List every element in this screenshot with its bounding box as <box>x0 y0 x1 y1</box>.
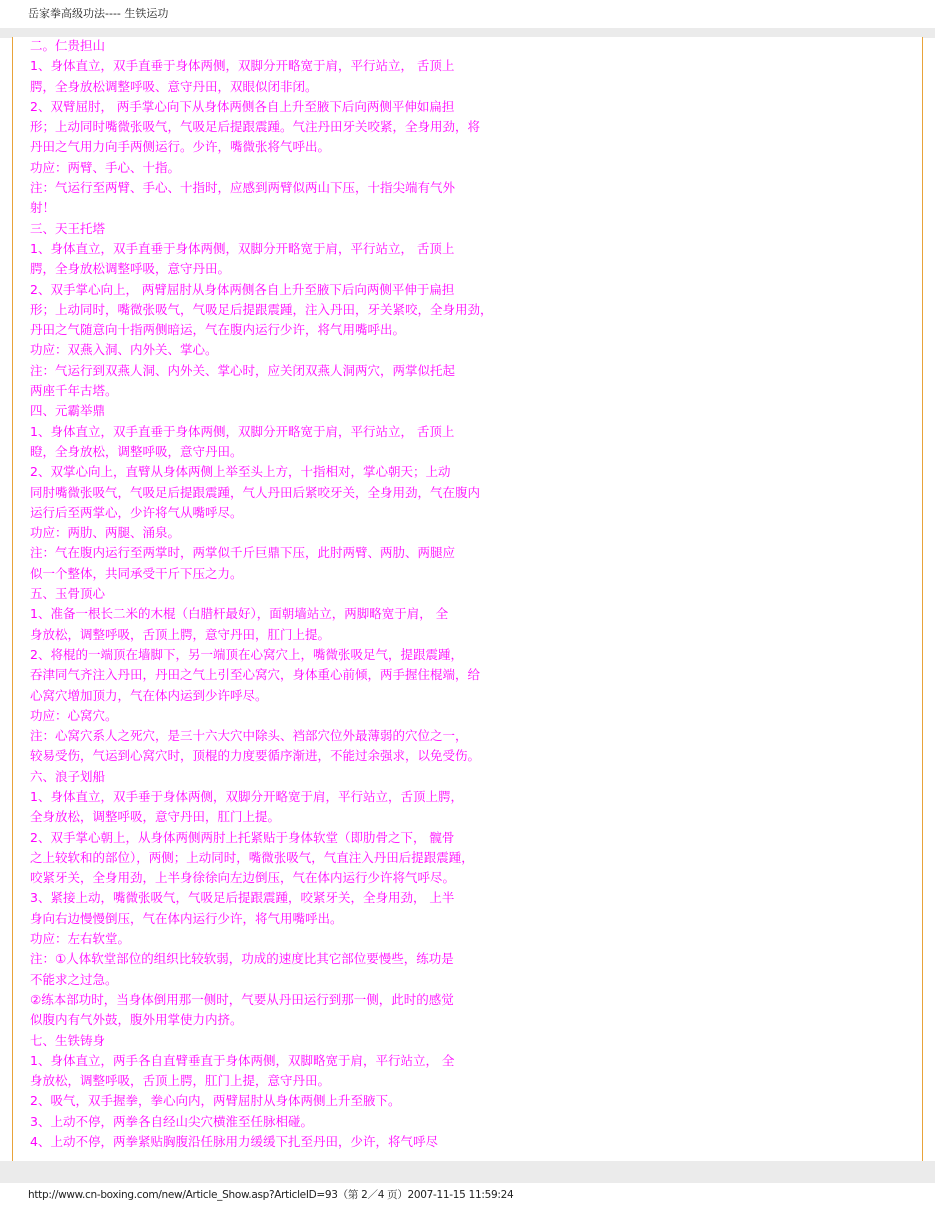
article-line: 2、将棍的一端顶在墙脚下，另一端顶在心窝穴上，嘴微张吸足气，提跟震踵， <box>30 646 463 662</box>
article-line: 六、浪子划船 <box>30 768 106 784</box>
article-line: 2、双手掌心向上， 两臂屈肘从身体两侧各自上升至腋下后向两侧平伸于扁担 <box>30 281 455 297</box>
article-line: 1、准备一根长二米的木棍（白腊杆最好），面朝墙站立，两脚略宽于肩， 全 <box>30 606 449 622</box>
article-line: 1、身体直立，双手直垂于身体两侧，双脚分开略宽于肩，平行站立， 舌顶上 <box>30 58 455 74</box>
article-line: 两座千年古塔。 <box>30 383 118 399</box>
article-line: 注：气运行至两臂、手心、十指时，应感到两臂似两山下压，十指尖端有气外 <box>30 180 456 196</box>
article-line: 3、上动不停，两拳各自经山尖穴横淮至任脉相碰。 <box>30 1113 313 1129</box>
article-body <box>30 36 910 1152</box>
article-line: 七、生铁铸身 <box>30 1032 106 1048</box>
article-line: 咬紧牙关，全身用劲，上半身徐徐向左边倒压，气在体内运行少许将气呼尽。 <box>30 870 456 886</box>
article-line: 功应：两臂、手心、十指。 <box>30 159 181 175</box>
article-line: 四、元霸举鼎 <box>30 403 106 419</box>
article-line: 2、吸气，双手握拳，拳心向内，两臂屈肘从身体两侧上升至腋下。 <box>30 1093 401 1109</box>
article-line: 心窝穴增加顶力，气在体内运到少许呼尽。 <box>30 687 268 703</box>
article-line: 身向右边慢慢倒压，气在体内运行少许，将气用嘴呼出。 <box>30 910 343 926</box>
article-line: 注：心窝穴系人之死穴，是三十六大穴中除头、裆部穴位外最薄弱的穴位之一， <box>30 728 468 744</box>
page-footer-url: http://www.cn-boxing.com/new/Article_Show.asp?ArticleID=93（第 2／4 页）2007-11-15 11:59:24 <box>28 1189 514 1201</box>
article-line: 之上较软和的部位），两侧；上动同时，嘴微张吸气，气直注入丹田后提跟震踵， <box>30 849 474 865</box>
article-line: 二。仁贵担山 <box>30 38 106 53</box>
article-line: 2、双手掌心朝上，从身体两侧两肘上托紧贴于身体软堂（即肋骨之下， 髋骨 <box>30 829 455 845</box>
article-line: 4、上动不停，两拳紧贴胸腹沿任脉用力缓缓下扎至丹田，少许，将气呼尽 <box>30 1134 438 1150</box>
article-line: 丹田之气随意向十指两侧暗运，气在腹内运行少许，将气用嘴呼出。 <box>30 322 406 338</box>
article-line: 注：气运行到双燕人洞、内外关、掌心时，应关闭双燕人洞两穴，两掌似托起 <box>30 362 456 378</box>
article-line: 三、天王托塔 <box>30 220 106 236</box>
article-line: 形；上动同时嘴微张吸气，气吸足后提跟震踵。气注丹田牙关咬紧，全身用劲，将 <box>30 119 481 135</box>
article-line: 身放松，调整呼吸，舌顶上腭，意守丹田，肛门上提。 <box>30 626 331 642</box>
article-line: 腭，全身放松调整呼吸、意守丹田，双眼似闭非闭。 <box>30 78 318 94</box>
article-line: 形；上动同时，嘴微张吸气，气吸足后提跟震踵，注入丹田，牙关紧咬，全身用劲， <box>30 301 493 317</box>
article-line: 身放松，调整呼吸，舌顶上腭，肛门上提，意守丹田。 <box>30 1073 331 1089</box>
article-line: 同肘嘴微张吸气，气吸足后提跟震踵，气人丹田后紧咬牙关，全身用劲，气在腹内 <box>30 484 481 500</box>
article-line: 腭，全身放松调整呼吸，意守丹田。 <box>30 261 231 277</box>
bottom-divider-band <box>0 1161 935 1183</box>
article-line: 功应：左右软堂。 <box>30 931 131 947</box>
article-line: 1、身体直立，两手各自直臂垂直于身体两侧，双脚略宽于肩，平行站立， 全 <box>30 1052 455 1068</box>
article-line: 1、身体直立，双手直垂于身体两侧，双脚分开略宽于肩，平行站立， 舌顶上 <box>30 240 455 256</box>
article-line: 较易受伤，气运到心窝穴时，顶棍的力度要循序渐进，不能过余强求，以免受伤。 <box>30 748 481 764</box>
article-line: 五、玉骨顶心 <box>30 586 106 602</box>
article-line: 射！ <box>30 200 56 216</box>
article-line: 瞪，全身放松，调整呼吸，意守丹田。 <box>30 443 243 459</box>
article-line: ②练本部功时，当身体倒用那一侧时，气要从丹田运行到那一侧，此时的感觉 <box>30 991 454 1007</box>
article-line: 运行后至两掌心，少许将气从嘴呼尽。 <box>30 504 243 520</box>
article-line: 不能求之过急。 <box>30 971 118 987</box>
article-line: 2、双掌心向上，直臂从身体两侧上举至头上方，十指相对，掌心朝天；上动 <box>30 464 451 480</box>
article-line: 吞津同气齐注入丹田，丹田之气上引至心窝穴，身体重心前倾，两手握住棍端，给 <box>30 667 481 683</box>
article-line: 功应：两肋、两腿、涌泉。 <box>30 525 181 541</box>
article-line: 注：气在腹内运行至两掌时，两掌似千斤巨鼎下压，此肘两臂、两肋、两腿应 <box>30 545 456 561</box>
article-line: 2、双臂屈肘， 两手掌心向下从身体两侧各自上升至腋下后向两侧平伸如扁担 <box>30 98 455 114</box>
article-line: 功应：心窝穴。 <box>30 707 118 723</box>
article-line: 1、身体直立，双手垂于身体两侧，双脚分开略宽于肩，平行站立，舌顶上腭， <box>30 788 463 804</box>
article-line: 注：①人体软堂部位的组织比较软弱，功成的速度比其它部位要慢些，练功是 <box>30 951 454 967</box>
article-line: 1、身体直立，双手直垂于身体两侧，双脚分开略宽于肩，平行站立， 舌顶上 <box>30 423 455 439</box>
article-line: 丹田之气用力向手两侧运行。少许，嘴微张将气呼出。 <box>30 139 331 155</box>
article-line: 似一个整体，共同承受干斤下压之力。 <box>30 565 243 581</box>
article-line: 全身放松，调整呼吸，意守丹田，肛门上提。 <box>30 809 281 825</box>
article-line: 似腹内有气外鼓，腹外用掌使力内挤。 <box>30 1012 243 1028</box>
article-line: 3、紧接上动，嘴微张吸气，气吸足后提跟震踵，咬紧牙关，全身用劲， 上半 <box>30 890 455 906</box>
article-line: 功应：双燕入洞、内外关、掌心。 <box>30 342 218 358</box>
page-header-title: 岳家拳高级功法---- 生铁运功 <box>28 7 169 20</box>
